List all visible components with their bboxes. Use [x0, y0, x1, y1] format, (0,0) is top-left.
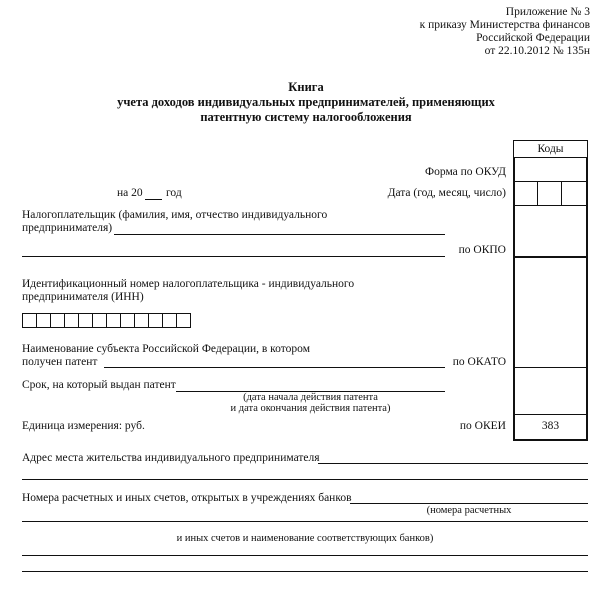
okato-label: по ОКАТО [452, 356, 506, 368]
inn-cell[interactable] [148, 313, 163, 328]
inn-cell[interactable] [22, 313, 37, 328]
accounts-label: Номера расчетных и иных счетов, открытых в учреждениях банков [22, 492, 352, 504]
year-suffix: год [166, 187, 182, 199]
header-line-2: к приказу Министерства финансов [419, 19, 590, 31]
inn-cell[interactable] [92, 313, 107, 328]
inn-cell[interactable] [50, 313, 65, 328]
date-cell-month[interactable] [537, 181, 562, 206]
codes-okei-bottom [513, 439, 588, 441]
unit-label: Единица измерения: руб. [22, 420, 145, 432]
inn-cell[interactable] [78, 313, 93, 328]
region-label-1: Наименование субъекта Российской Федерации, в котором [22, 343, 310, 355]
codes-header: Коды [537, 143, 564, 155]
inn-cell[interactable] [134, 313, 149, 328]
term-hint-2: и дата окончания действия патента) [230, 403, 391, 414]
okpo-label: по ОКПО [458, 244, 506, 256]
region-field[interactable] [104, 367, 445, 368]
region-label-2: получен патент [22, 356, 98, 368]
codes-okei-top [513, 414, 588, 415]
inn-cell[interactable] [162, 313, 177, 328]
inn-label-2: предпринимателя (ИНН) [22, 291, 144, 303]
codes-okpo-bottom [513, 256, 588, 258]
address-field-2[interactable] [22, 479, 588, 480]
inn-cell[interactable] [120, 313, 135, 328]
taxpayer-label-2: предпринимателя) [22, 222, 113, 234]
date-label: Дата (год, месяц, число) [387, 187, 506, 199]
taxpayer-label-1: Налогоплательщик (фамилия, имя, отчество индивидуального [22, 209, 328, 221]
date-cell-year[interactable] [513, 181, 538, 206]
accounts-field-3[interactable] [22, 555, 588, 556]
title-line-3: патентную систему налогообложения [200, 110, 412, 124]
inn-cell[interactable] [176, 313, 191, 328]
title-line-2: учета доходов индивидуальных предпринимателей, применяющих [117, 95, 495, 109]
okei-value: 383 [541, 420, 560, 432]
date-cell-day[interactable] [561, 181, 588, 206]
taxpayer-name-field[interactable] [114, 234, 445, 235]
accounts-hint-1: (номера расчетных [426, 505, 512, 516]
accounts-hint-2: и иных счетов и наименование соответствующих банков) [176, 533, 434, 544]
header-line-3: Российской Федерации [476, 32, 590, 44]
title-line-1: Книга [288, 80, 324, 94]
address-label: Адрес места жительства индивидуального предпринимателя [22, 452, 320, 464]
header-line-4: от 22.10.2012 № 135н [484, 45, 590, 57]
okei-label: по ОКЕИ [459, 420, 506, 432]
term-label: Срок, на который выдан патент [22, 379, 176, 391]
accounts-field-2[interactable] [22, 521, 588, 522]
year-prefix: на 20 [117, 187, 143, 199]
inn-cell[interactable] [36, 313, 51, 328]
taxpayer-name-field-2[interactable] [22, 256, 445, 257]
address-field[interactable] [318, 463, 588, 464]
header-line-1: Приложение № 3 [505, 6, 590, 18]
accounts-field-4[interactable] [22, 571, 588, 572]
year-field[interactable] [145, 199, 162, 200]
term-hint-1: (дата начала действия патента [243, 392, 378, 403]
inn-cell[interactable] [64, 313, 79, 328]
accounts-field[interactable] [350, 503, 588, 504]
okud-label: Форма по ОКУД [425, 166, 506, 178]
inn-label-1: Идентификационный номер налогоплательщика - индивидуального [22, 278, 355, 290]
inn-cell[interactable] [106, 313, 121, 328]
codes-okato-bottom [513, 367, 588, 368]
